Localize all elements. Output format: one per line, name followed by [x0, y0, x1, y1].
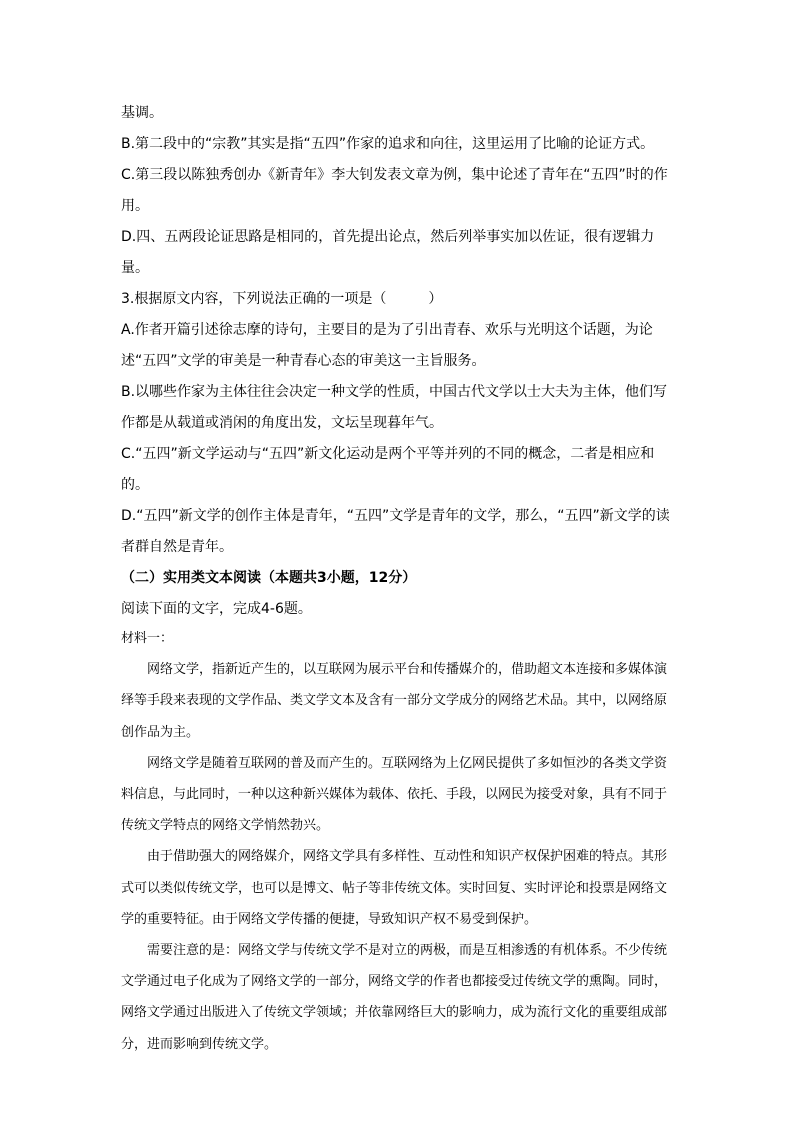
material-paragraph: 需要注意的是：网络文学与传统文学不是对立的两极，而是互相渗透的有机体系。不少传统文学通过电子化成为了网络文学的一部分，网络文学的作者也都接受过传统文学的熏陶。同时，网络文学通过出版进入了传统文学领域；并依靠网络巨大的影响力，成为流行文化的重要组成部分，进而影响到传统文学。 [121, 943, 668, 1052]
question-3-stem: 3.根据原文内容，下列说法正确的一项是（ ） [121, 291, 443, 307]
section-heading: （二）实用类文本阅读（本题共3小题，12分） [121, 570, 417, 586]
material-paragraph: 由于借助强大的网络媒介，网络文学具有多样性、互动性和知识产权保护困难的特点。其形式可以类似传统文学，也可以是博文、帖子等非传统文体。实时回复、实时评论和投票是网络文学的重要特征。由于网络文学传播的便捷，导致知识产权不易受到保护。 [121, 849, 668, 927]
option-d: D.四、五两段论证思路是相同的，首先提出论点，然后列举事实加以佐证，很有逻辑力量。 [121, 229, 655, 276]
material-label: 材料一： [121, 631, 174, 646]
option-c: C.第三段以陈独秀创办《新青年》李大钊发表文章为例，集中论述了青年在“五四”时的作用。 [121, 167, 668, 214]
q3-option-a: A.作者开篇引述徐志摩的诗句，主要目的是为了引出青春、欢乐与光明这个话题，为论述“五四”文学的审美是一种青春心态的审美这一主旨服务。 [121, 322, 653, 369]
page-content [121, 98, 677, 1060]
q3-option-b: B.以哪些作家为主体往往会决定一种文学的性质，中国古代文学以士大夫为主体，他们写作都是从载道或消闲的角度出发，文坛呈现暮年气。 [121, 384, 668, 431]
material-paragraph: 网络文学，指新近产生的，以互联网为展示平台和传播媒介的，借助超文本连接和多媒体演绎等手段来表现的文学作品、类文学文本及含有一部分文学成分的网络艺术品。其中，以网络原创作品为主。 [121, 662, 668, 740]
option-b: B.第二段中的“宗教”其实是指“五四”作家的追求和向往，这里运用了比喻的论证方式。 [121, 136, 655, 152]
q3-option-d: D.“五四”新文学的创作主体是青年，“五四”文学是青年的文学，那么，“五四”新文学的读者群自然是青年。 [121, 508, 670, 555]
option-c-tail: 基调。 [121, 105, 163, 121]
q3-option-c: C.“五四”新文学运动与“五四”新文化运动是两个平等并列的不同的概念，二者是相应和的。 [121, 446, 655, 493]
material-paragraph: 网络文学是随着互联网的普及而产生的。互联网络为上亿网民提供了多如恒沙的各类文学资料信息，与此同时，一种以这种新兴媒体为载体、依托、手段，以网民为接受对象，具有不同于传统文学特点的网络文学悄然勃兴。 [121, 755, 668, 834]
reading-instruction: 阅读下面的文字，完成4-6题。 [121, 601, 312, 617]
